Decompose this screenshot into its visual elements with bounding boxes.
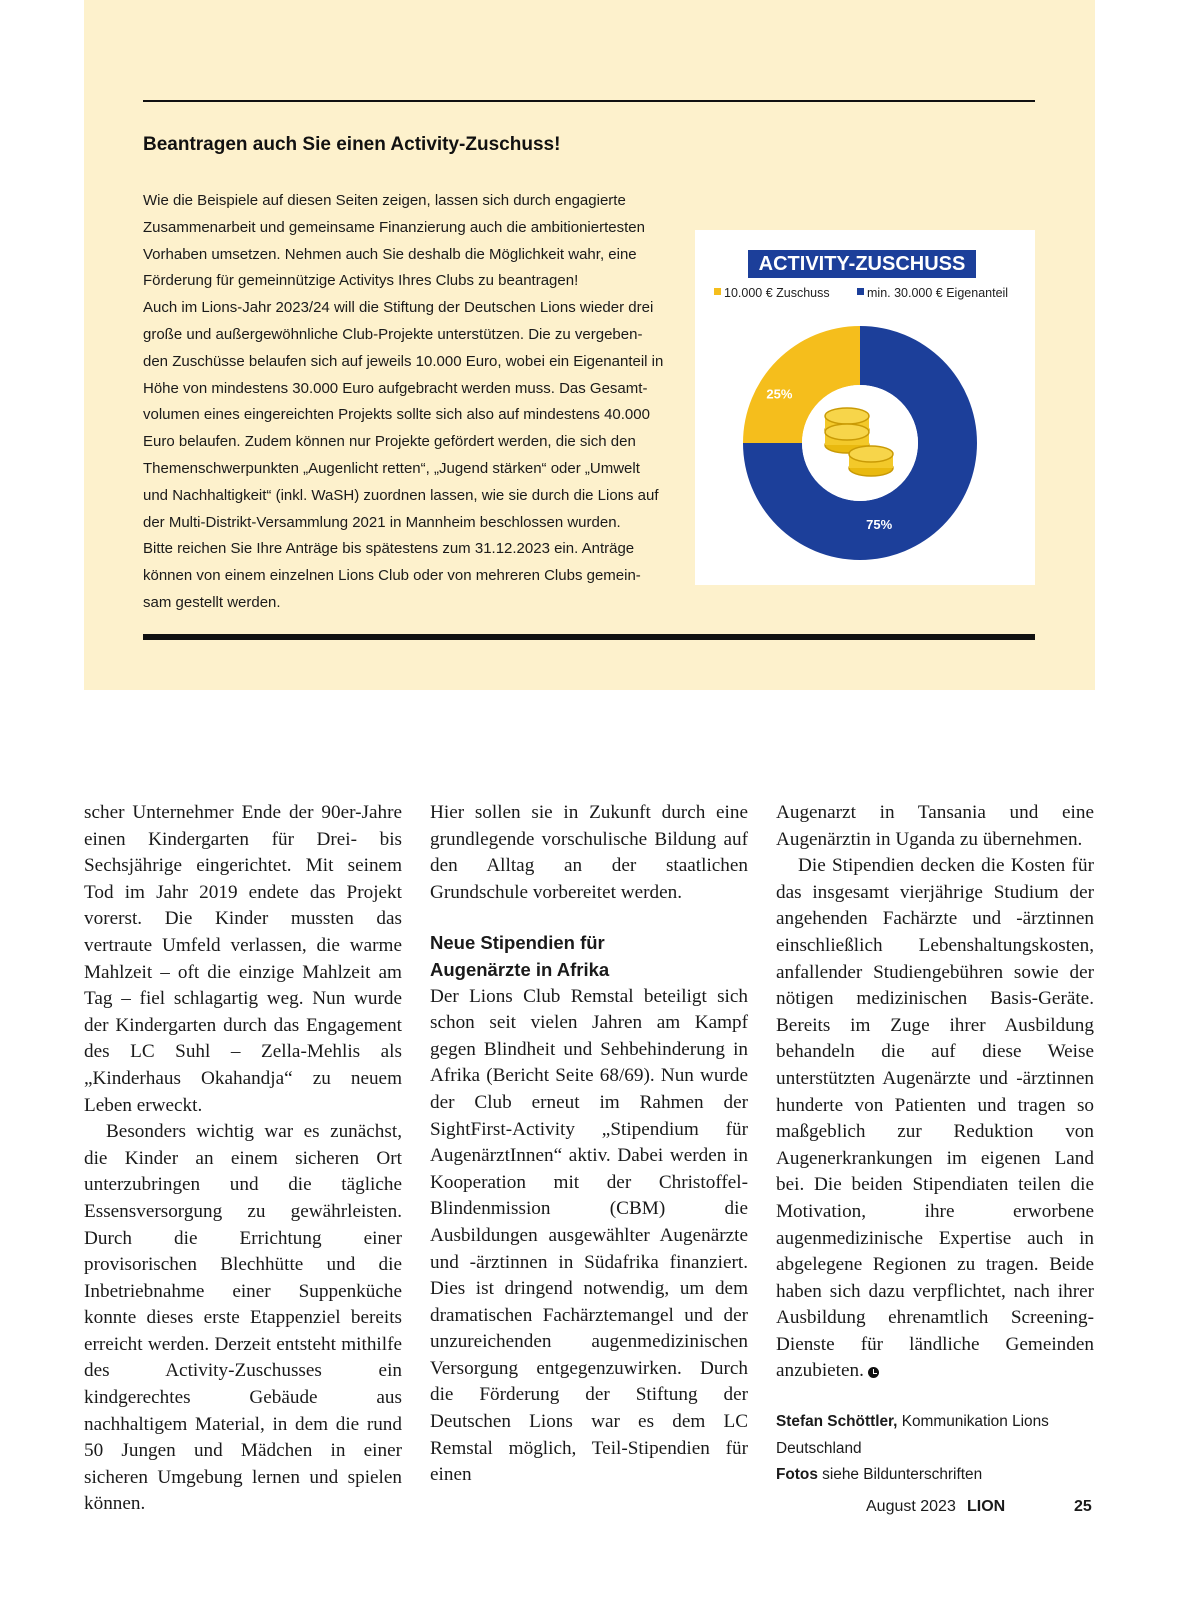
info-box-line: Vorhaben umsetzen. Nehmen auch Sie deshalb die Möglichkeit wahr, eine xyxy=(143,245,637,263)
info-box-line: Auch im Lions-Jahr 2023/24 will die Stiftung der Deutschen Lions wieder drei xyxy=(143,299,654,317)
chart-title: ACTIVITY-ZUSCHUSS xyxy=(758,253,966,275)
article-column-1 xyxy=(84,800,402,1518)
info-box-line: Förderung für gemeinnützige Activitys Ihres Clubs zu beantragen! xyxy=(143,272,579,290)
photos-text: siehe Bildunterschriften xyxy=(817,1466,983,1484)
credits xyxy=(776,1409,1094,1489)
section-heading-line: Neue Stipendien für xyxy=(430,932,605,954)
article-paragraph: scher Unternehmer Ende der 90er-Jahre einen Kindergarten für Drei- bis Sechsjährige eingerichtet. Mit seinem Tod im Jahr 2019 endete das Projekt vorerst. Die Kinder mussten das vertraute Umfeld verlassen, die warme Mahlzeit – oft die einzige Mahlzeit am Tag – fiel schlagartig weg. Nun wurde der Kindergarten durch das Engagement des LC Suhl – Zella-Mehlis als „Kinderhaus Okahandja“ zu neuem Leben erweckt. xyxy=(84,802,402,1116)
info-box-bottom-rule xyxy=(143,634,1035,640)
section-heading-line: Augenärzte in Afrika xyxy=(430,958,610,980)
info-box-line: große und außergewöhnliche Club-Projekte unterstützen. Die zu vergeben- xyxy=(143,325,643,343)
legend-swatch-1 xyxy=(857,288,864,295)
article-paragraph: Hier sollen sie in Zukunft durch eine grundlegende vorschulische Bildung auf den Alltag an der staatlichen Grundschule vorbereitet werden. xyxy=(430,802,748,903)
legend-label-0: 10.000 € Zuschuss xyxy=(724,286,830,300)
info-box-line: Themenschwerpunkten „Augenlicht retten“, „Jugend stärken“ oder „Umwelt xyxy=(143,459,640,477)
info-box-top-rule xyxy=(143,100,1035,102)
end-of-article-icon xyxy=(868,1367,879,1378)
footer-month: August 2023 xyxy=(866,1498,956,1515)
info-box-line: der Multi-Distrikt-Versammlung 2021 in Mannheim beschlossen wurden. xyxy=(143,513,621,531)
article-paragraph-text: Die Stipendien decken die Kosten für das insgesamt vierjährige Studium der angehenden Fachärzte und -ärztinnen einschließlich Lebenshaltungskosten, anfallender Studiengebühren sowie der nötigen medizinischen Basis-Geräte. Bereits im Zuge ihrer Ausbildung behandeln die auf diese Weise unterstützten Augenärzte und -ärztinnen hunderte von Patienten und tragen so maßgeblich zur Reduktion von Augenerkrankungen im eigenen Land bei. Die beiden Stipendiaten teilen die Motivation, ihre erworbene augenmedizinische Expertise auch in abgelegene Regionen zu tragen. Beide haben sich dazu verpflichtet, nach ihrer Ausbildung ehrenamtlich Screening-Dienste für ländliche Gemeinden anzubieten. xyxy=(776,855,1094,1382)
info-box-line: volumen eines eingereichten Projekts sollte sich also auf mindestens 40.000 xyxy=(143,406,650,424)
activity-chart-panel xyxy=(695,230,1035,585)
info-box-line: Höhe von mindestens 30.000 Euro aufgebracht werden muss. Das Gesamt- xyxy=(143,379,648,397)
activity-donut-chart xyxy=(695,230,1035,585)
legend-swatch-0 xyxy=(714,288,721,295)
section-heading xyxy=(430,930,748,983)
info-box-line: Bitte reichen Sie Ihre Anträge bis spätestens zum 31.12.2023 ein. Anträge xyxy=(143,540,635,558)
page-number: 25 xyxy=(1074,1498,1092,1515)
article-paragraph xyxy=(776,853,1094,1385)
article-column-2 xyxy=(430,800,748,1489)
info-box-line: sam gestellt werden. xyxy=(143,593,281,611)
info-box-line: Euro belaufen. Zudem können nur Projekte gefördert werden, die sich den xyxy=(143,433,636,451)
info-box-line: den Zuschüsse belaufen sich auf jeweils 10.000 Euro, wobei ein Eigenanteil in xyxy=(143,352,664,370)
slice-label-0: 25% xyxy=(766,386,793,402)
article-column-3 xyxy=(776,800,1094,1489)
info-box-line: und Nachhaltigkeit“ (inkl. WaSH) zuordnen lassen, wie sie durch die Lions auf xyxy=(143,486,659,504)
info-box-title: Beantragen auch Sie einen Activity-Zuschuss! xyxy=(143,134,561,155)
footer-magazine: LION xyxy=(967,1498,1006,1515)
author-name: Stefan Schöttler, xyxy=(776,1413,898,1431)
author-role: Kommunikation Lions Deutschland xyxy=(776,1413,1049,1457)
info-box-text xyxy=(143,188,673,617)
article-paragraph: Der Lions Club Remstal beteiligt sich schon seit vielen Jahren am Kampf gegen Blindheit und Sehbehinderung in Afrika (Bericht Seite 68/69). Nun wurde der Club erneut im Rahmen der SightFirst-Activity „Stipendium für AugenärztInnen“ aktiv. Dabei werden in Kooperation mit der Christoffel-Blindenmission (CBM) die Ausbildungen ausgewählter Augenärzte und -ärztinnen in Südafrika finanziert. Dies ist dringend notwendig, um dem dramatischen Fachärztemangel und der unzureichenden augenmedizinischen Versorgung entgegenzuwirken. Durch die Förderung der Stiftung der Deutschen Lions war es dem LC Remstal möglich, Teil-Stipendien für einen xyxy=(430,985,748,1486)
photos-label: Fotos xyxy=(776,1466,818,1484)
info-box-line: Wie die Beispiele auf diesen Seiten zeigen, lassen sich durch engagierte xyxy=(143,192,626,209)
info-box-line: Zusammenarbeit und gemeinsame Finanzierung auch die ambitioniertesten xyxy=(143,218,645,236)
legend-label-1: min. 30.000 € Eigenanteil xyxy=(867,286,1009,300)
info-box-line: können von einem einzelnen Lions Club oder von mehreren Clubs gemein- xyxy=(143,567,641,585)
slice-label-1: 75% xyxy=(866,516,893,532)
article-paragraph: Augenarzt in Tansania und eine Augenärztin in Uganda zu übernehmen. xyxy=(776,802,1094,850)
article-paragraph: Besonders wichtig war es zunächst, die Kinder an einem sicheren Ort unterzubringen und die tägliche Essensversorgung zu gewährleisten. Durch die Errichtung einer provisorischen Blechhütte und die Inbetriebnahme einer Suppenküche konnte dieses erste Etappenziel bereits erreicht werden. Derzeit entsteht mithilfe des Activity-Zuschusses ein kindgerechtes Gebäude aus nachhaltigem Material, in dem die rund 50 Jungen und Mädchen in einer sicheren Umgebung lernen und spielen können. xyxy=(84,1121,402,1515)
